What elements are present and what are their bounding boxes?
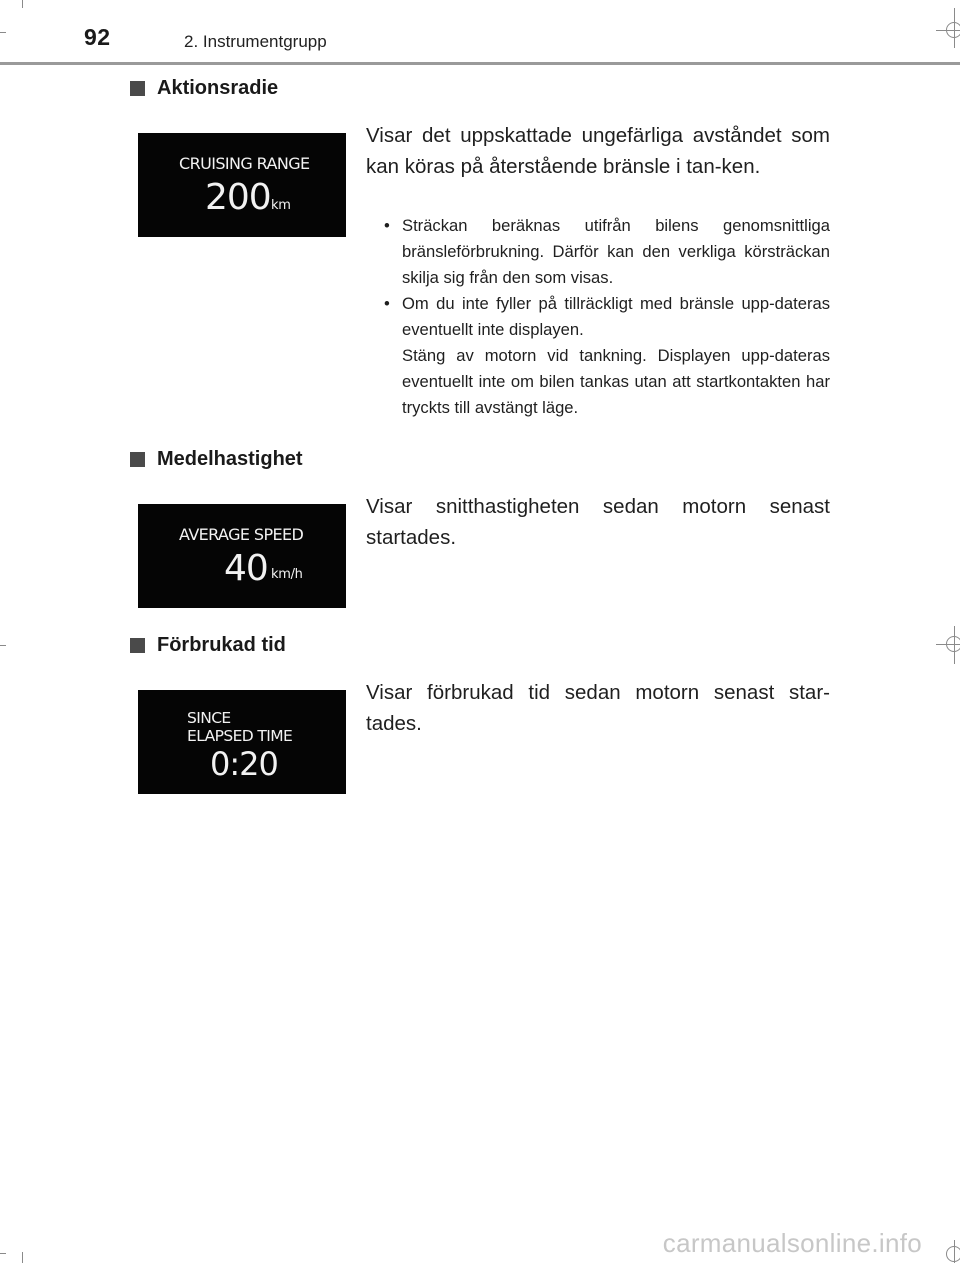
display-value: 40 bbox=[224, 548, 268, 589]
heading-text: Medelhastighet bbox=[157, 448, 303, 470]
section-text-medelhastighet: Visar snitthastigheten sedan motorn senast startades. bbox=[366, 495, 830, 549]
display-label: CRUISING RANGE bbox=[179, 154, 310, 173]
list-item-text: Sträckan beräknas utifrån bilens genomsnittliga bränsleförbrukning. Därför kan den verkliga körsträckan skilja sig från den som visas. bbox=[402, 216, 830, 287]
heading-square-icon bbox=[130, 452, 145, 467]
display-value: 200 bbox=[205, 177, 271, 218]
bullet-icon: • bbox=[384, 294, 390, 313]
note-list-aktionsradie bbox=[384, 213, 830, 421]
display-label: SINCE bbox=[187, 709, 231, 727]
list-item-text: Stäng av motorn vid tankning. Displayen upp-dateras eventuellt inte om bilen tankas utan att startkontakten har tryckts till avstängt läge. bbox=[402, 346, 830, 417]
chapter-title: 2. Instrumentgrupp bbox=[184, 32, 327, 51]
cruising-range-display bbox=[138, 133, 346, 237]
watermark: carmanualsonline.info bbox=[662, 1228, 922, 1258]
list-item bbox=[384, 213, 830, 291]
section-text-aktionsradie: Visar det uppskattade ungefärliga avståndet som kan köras på återstående bränsle i tan-ken. bbox=[366, 124, 830, 178]
heading-text: Aktionsradie bbox=[157, 77, 279, 99]
list-item-text: Om du inte fyller på tillräckligt med bränsle upp-dateras eventuellt inte displayen. bbox=[402, 294, 830, 339]
display-label: ELAPSED TIME bbox=[187, 727, 293, 745]
section-heading-forbrukad-tid bbox=[130, 634, 286, 657]
section-text-forbrukad-tid: Visar förbrukad tid sedan motorn senast star-tades. bbox=[366, 681, 830, 735]
bullet-icon: • bbox=[384, 216, 390, 235]
elapsed-time-display bbox=[138, 690, 346, 794]
display-unit: km bbox=[271, 198, 291, 213]
page-number: 92 bbox=[84, 24, 111, 50]
heading-square-icon bbox=[130, 81, 145, 96]
heading-square-icon bbox=[130, 638, 145, 653]
average-speed-display bbox=[138, 504, 346, 608]
header-rule bbox=[0, 62, 960, 65]
display-label: AVERAGE SPEED bbox=[179, 525, 304, 544]
display-unit: km/h bbox=[271, 567, 303, 582]
display-value: 0:20 bbox=[210, 745, 278, 783]
section-heading-medelhastighet bbox=[130, 448, 303, 471]
section-heading-aktionsradie bbox=[130, 77, 278, 100]
heading-text: Förbrukad tid bbox=[157, 634, 286, 656]
list-item bbox=[384, 291, 830, 421]
